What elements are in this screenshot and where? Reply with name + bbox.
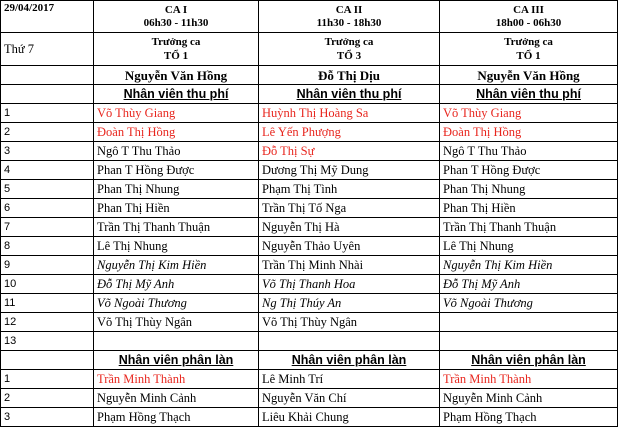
toll-staff-row-shift-3-name: Võ Ngoài Thương <box>440 294 618 313</box>
toll-staff-row <box>1 256 618 275</box>
lane-staff-row-shift-1-name: Phạm Hồng Thạch <box>94 408 259 427</box>
toll-staff-header-col-2: Nhân viên thu phí <box>259 85 440 104</box>
lane-staff-row-shift-3-name: Trần Minh Thành <box>440 370 618 389</box>
toll-staff-header-col-3: Nhân viên thu phí <box>440 85 618 104</box>
toll-staff-row-shift-3-name: Lê Thị Nhung <box>440 237 618 256</box>
schedule-date: 29/04/2017 <box>1 1 94 33</box>
shift-1-lead-title: Trưởng ca <box>151 36 201 48</box>
lane-staff-row-shift-1-name: Nguyễn Minh Cảnh <box>94 389 259 408</box>
toll-staff-row-shift-3-name: Trần Thị Thanh Thuận <box>440 218 618 237</box>
toll-staff-row-shift-3-name: Nguyễn Thị Kim Hiền <box>440 256 618 275</box>
toll-staff-row-shift-2-name: Nguyễn Thị Hà <box>259 218 440 237</box>
shift-1-name: CA I <box>164 3 188 16</box>
toll-staff-row <box>1 199 618 218</box>
shift-2-time: 11h30 - 18h30 <box>316 16 382 29</box>
toll-staff-row-shift-2-name: Nguyễn Thảo Uyên <box>259 237 440 256</box>
toll-staff-row-shift-1-name: Võ Thị Thùy Ngân <box>94 313 259 332</box>
toll-staff-row-number: 2 <box>1 123 94 142</box>
toll-staff-row-shift-1-name <box>94 332 259 351</box>
shift-2-lead-title: Trưởng ca <box>324 36 374 48</box>
toll-staff-row-shift-1-name: Lê Thị Nhung <box>94 237 259 256</box>
lane-staff-row-shift-3-name: Phạm Hồng Thạch <box>440 408 618 427</box>
toll-staff-row-shift-2-name: Trần Thị Minh Nhài <box>259 256 440 275</box>
toll-staff-row <box>1 294 618 313</box>
toll-staff-row-shift-3-name: Đoàn Thị Hồng <box>440 123 618 142</box>
toll-staff-row-number: 11 <box>1 294 94 313</box>
shift-leader-row <box>1 66 618 85</box>
toll-staff-row-shift-2-name <box>259 332 440 351</box>
lane-staff-header-col-3: Nhân viên phân làn <box>440 351 618 370</box>
shift-3-header <box>440 1 618 33</box>
toll-staff-row <box>1 237 618 256</box>
toll-staff-row-shift-3-name: Võ Thùy Giang <box>440 104 618 123</box>
lane-staff-row-shift-3-name: Nguyễn Minh Cảnh <box>440 389 618 408</box>
toll-staff-row <box>1 104 618 123</box>
lane-staff-row-shift-1-name: Trần Minh Thành <box>94 370 259 389</box>
toll-staff-row-number: 4 <box>1 161 94 180</box>
toll-staff-row-shift-2-name: Ng Thị Thúy An <box>259 294 440 313</box>
lane-staff-row <box>1 389 618 408</box>
schedule-day: Thứ 7 <box>1 33 94 66</box>
toll-staff-row-shift-1-name: Võ Ngoài Thương <box>94 294 259 313</box>
toll-staff-row-shift-1-name: Đoàn Thị Hồng <box>94 123 259 142</box>
toll-staff-row-shift-2-name: Lê Yến Phượng <box>259 123 440 142</box>
lane-staff-row-shift-2-name: Liêu Khải Chung <box>259 408 440 427</box>
toll-staff-header-row <box>1 85 618 104</box>
toll-staff-row-shift-2-name: Võ Thị Thùy Ngân <box>259 313 440 332</box>
toll-staff-row-number: 12 <box>1 313 94 332</box>
toll-staff-row-shift-2-name: Huỳnh Thị Hoàng Sa <box>259 104 440 123</box>
toll-staff-row-shift-2-name: Đỗ Thị Sự <box>259 142 440 161</box>
toll-staff-row-shift-1-name: Đỗ Thị Mỹ Anh <box>94 275 259 294</box>
toll-staff-row-shift-3-name: Đỗ Thị Mỹ Anh <box>440 275 618 294</box>
toll-staff-row-shift-3-name <box>440 332 618 351</box>
toll-staff-row <box>1 123 618 142</box>
leader-row-blank <box>1 66 94 85</box>
shift-2-name: CA II <box>335 3 363 16</box>
toll-staff-row-number: 3 <box>1 142 94 161</box>
lane-staff-row <box>1 370 618 389</box>
shift-2-header <box>259 1 440 33</box>
lane-staff-header-col-2: Nhân viên phân làn <box>259 351 440 370</box>
toll-staff-row-number: 9 <box>1 256 94 275</box>
toll-staff-row <box>1 275 618 294</box>
shift-3-lead-title: Trưởng ca <box>504 36 553 48</box>
lane-staff-row-number: 2 <box>1 389 94 408</box>
shift-3-time: 18h00 - 06h30 <box>495 16 562 29</box>
shift-2-team: TỔ 3 <box>336 50 362 62</box>
toll-staff-row-shift-2-name: Võ Thị Thanh Hoa <box>259 275 440 294</box>
toll-staff-row-shift-3-name: Phan Thị Hiền <box>440 199 618 218</box>
toll-staff-row-shift-1-name: Phan Thị Nhung <box>94 180 259 199</box>
shift-lead-row <box>1 33 618 66</box>
lane-staff-row-shift-2-name: Lê Minh Trí <box>259 370 440 389</box>
toll-staff-row-shift-1-name: Trần Thị Thanh Thuận <box>94 218 259 237</box>
shift-2-leader: Đỗ Thị Dịu <box>259 66 440 85</box>
toll-staff-row-shift-3-name: Phan T Hồng Được <box>440 161 618 180</box>
toll-staff-row <box>1 313 618 332</box>
toll-staff-header-col-1: Nhân viên thu phí <box>94 85 259 104</box>
toll-staff-row-number: 6 <box>1 199 94 218</box>
lane-staff-header-row <box>1 351 618 370</box>
lane-staff-row-number: 3 <box>1 408 94 427</box>
shift-1-leader: Nguyễn Văn Hồng <box>94 66 259 85</box>
toll-staff-row-shift-2-name: Trần Thị Tố Nga <box>259 199 440 218</box>
toll-staff-row-shift-3-name: Phan Thị Nhung <box>440 180 618 199</box>
toll-staff-row-shift-1-name: Phan T Hồng Được <box>94 161 259 180</box>
shift-3-leader: Nguyễn Văn Hồng <box>440 66 618 85</box>
shift-3-name: CA III <box>513 3 544 16</box>
toll-staff-row-shift-3-name <box>440 313 618 332</box>
toll-staff-row-number: 8 <box>1 237 94 256</box>
toll-staff-row-shift-2-name: Phạm Thị Tình <box>259 180 440 199</box>
lane-staff-row-number: 1 <box>1 370 94 389</box>
shift-1-header <box>94 1 259 33</box>
shift-2-lead-info <box>259 33 440 66</box>
toll-staff-row <box>1 161 618 180</box>
toll-staff-row-shift-1-name: Phan Thị Hiền <box>94 199 259 218</box>
toll-staff-row <box>1 218 618 237</box>
lane-staff-row-shift-2-name: Nguyễn Văn Chí <box>259 389 440 408</box>
shift-title-row <box>1 1 618 33</box>
toll-staff-row-number: 1 <box>1 104 94 123</box>
shift-1-lead-info <box>94 33 259 66</box>
toll-staff-row-shift-1-name: Nguyễn Thị Kim Hiền <box>94 256 259 275</box>
shift-1-team: TỔ 1 <box>163 50 189 62</box>
toll-staff-row <box>1 142 618 161</box>
shift-3-lead-info <box>440 33 618 66</box>
lane-staff-header-blank <box>1 351 94 370</box>
toll-staff-row <box>1 332 618 351</box>
toll-staff-row-shift-1-name: Ngô T Thu Thảo <box>94 142 259 161</box>
toll-staff-row-shift-1-name: Võ Thùy Giang <box>94 104 259 123</box>
lane-staff-row <box>1 408 618 427</box>
toll-staff-row-number: 7 <box>1 218 94 237</box>
toll-staff-row-shift-2-name: Dương Thị Mỹ Dung <box>259 161 440 180</box>
toll-staff-row <box>1 180 618 199</box>
toll-staff-row-number: 5 <box>1 180 94 199</box>
toll-staff-header-blank <box>1 85 94 104</box>
toll-staff-row-number: 10 <box>1 275 94 294</box>
toll-staff-row-shift-3-name: Ngô T Thu Thảo <box>440 142 618 161</box>
lane-staff-header-col-1: Nhân viên phân làn <box>94 351 259 370</box>
toll-staff-row-number: 13 <box>1 332 94 351</box>
shift-3-team: TỔ 1 <box>516 50 541 62</box>
shift-1-time: 06h30 - 11h30 <box>143 16 209 29</box>
